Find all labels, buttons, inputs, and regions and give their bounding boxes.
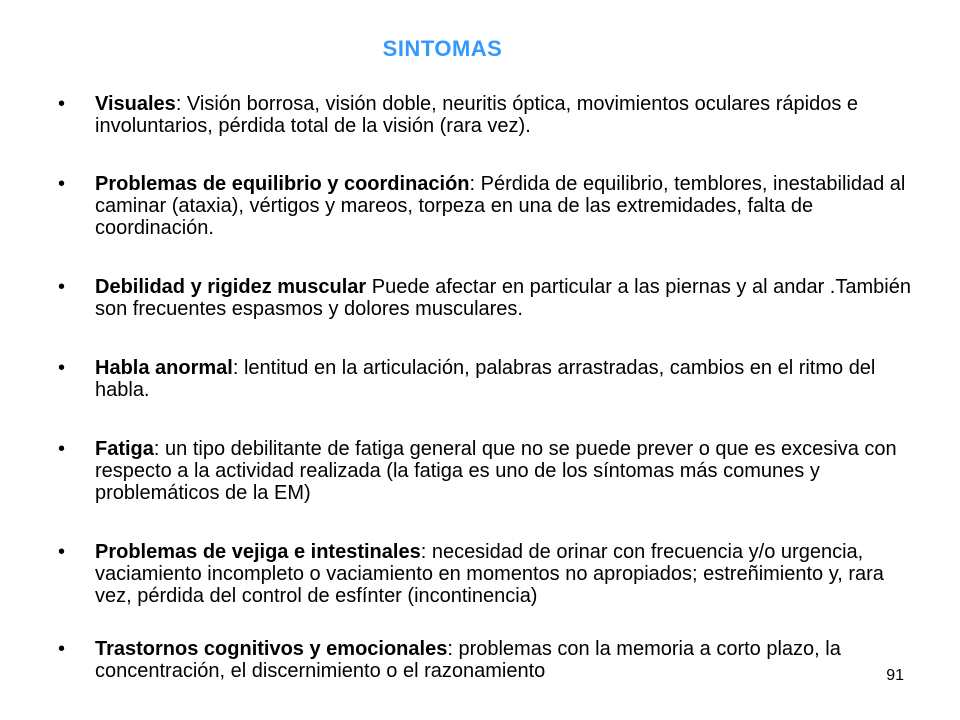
bullet-marker: • bbox=[58, 357, 66, 379]
bullet-lead: Habla anormal bbox=[95, 357, 233, 379]
bullet-lead: Visuales bbox=[95, 93, 176, 115]
bullet-text bbox=[95, 173, 913, 239]
bullet-body: : un tipo debilitante de fatiga general que no se puede prever o que es excesiva con respecto a la actividad realizada (la fatiga es uno de los síntomas más comunes y problemáticos de la EM) bbox=[95, 438, 897, 504]
bullet-lead: Problemas de vejiga e intestinales bbox=[95, 541, 421, 563]
bullet-body: : necesidad de orinar con frecuencia y/o urgencia, vaciamiento incompleto o vaciamiento en momentos no apropiados; estreñimiento y, rara vez, pérdida del control de esfínter (incontinencia) bbox=[95, 541, 884, 607]
bullet-lead: Trastornos cognitivos y emocionales bbox=[95, 638, 448, 660]
bullet-text bbox=[95, 357, 913, 401]
bullet-body: : Pérdida de equilibrio, temblores, inestabilidad al caminar (ataxia), vértigos y mareos, torpeza en una de las extremidades, falta de coordinación. bbox=[95, 173, 906, 239]
bullet-item-fatiga bbox=[58, 438, 913, 504]
bullet-text bbox=[95, 541, 913, 607]
bullet-item-equilibrio bbox=[58, 173, 913, 239]
bullet-marker: • bbox=[58, 541, 66, 563]
bullet-item-habla bbox=[58, 357, 913, 401]
bullet-body: : Visión borrosa, visión doble, neuritis óptica, movimientos oculares rápidos e involuntarios, pérdida total de la visión (rara vez). bbox=[95, 93, 859, 137]
bullet-text bbox=[95, 93, 913, 137]
page-number: 91 bbox=[886, 667, 904, 684]
bullet-text bbox=[95, 438, 913, 504]
bullet-item-cognitivos bbox=[58, 638, 913, 682]
bullet-lead: Problemas de equilibrio y coordinación bbox=[95, 173, 470, 195]
bullet-item-debilidad bbox=[58, 276, 913, 320]
bullet-marker: • bbox=[58, 276, 66, 298]
bullet-marker: • bbox=[58, 438, 66, 460]
bullet-item-visuales bbox=[58, 93, 913, 137]
bullet-lead: Debilidad y rigidez muscular bbox=[95, 276, 367, 298]
bullet-item-vejiga bbox=[58, 541, 913, 607]
bullet-text bbox=[95, 638, 913, 682]
bullet-lead: Fatiga bbox=[95, 438, 154, 460]
bullet-marker: • bbox=[58, 638, 66, 660]
bullet-body: Puede afectar en particular a las piernas y al andar .También son frecuentes espasmos y dolores musculares. bbox=[95, 276, 911, 320]
bullet-body: : lentitud en la articulación, palabras arrastradas, cambios en el ritmo del habla. bbox=[95, 357, 876, 401]
bullet-marker: • bbox=[58, 173, 66, 195]
bullet-marker: • bbox=[58, 93, 66, 115]
slide-title: SINTOMAS bbox=[382, 36, 503, 61]
bullet-text bbox=[95, 276, 913, 320]
bullet-body: : problemas con la memoria a corto plazo, la concentración, el discernimiento o el razonamiento bbox=[95, 638, 841, 682]
